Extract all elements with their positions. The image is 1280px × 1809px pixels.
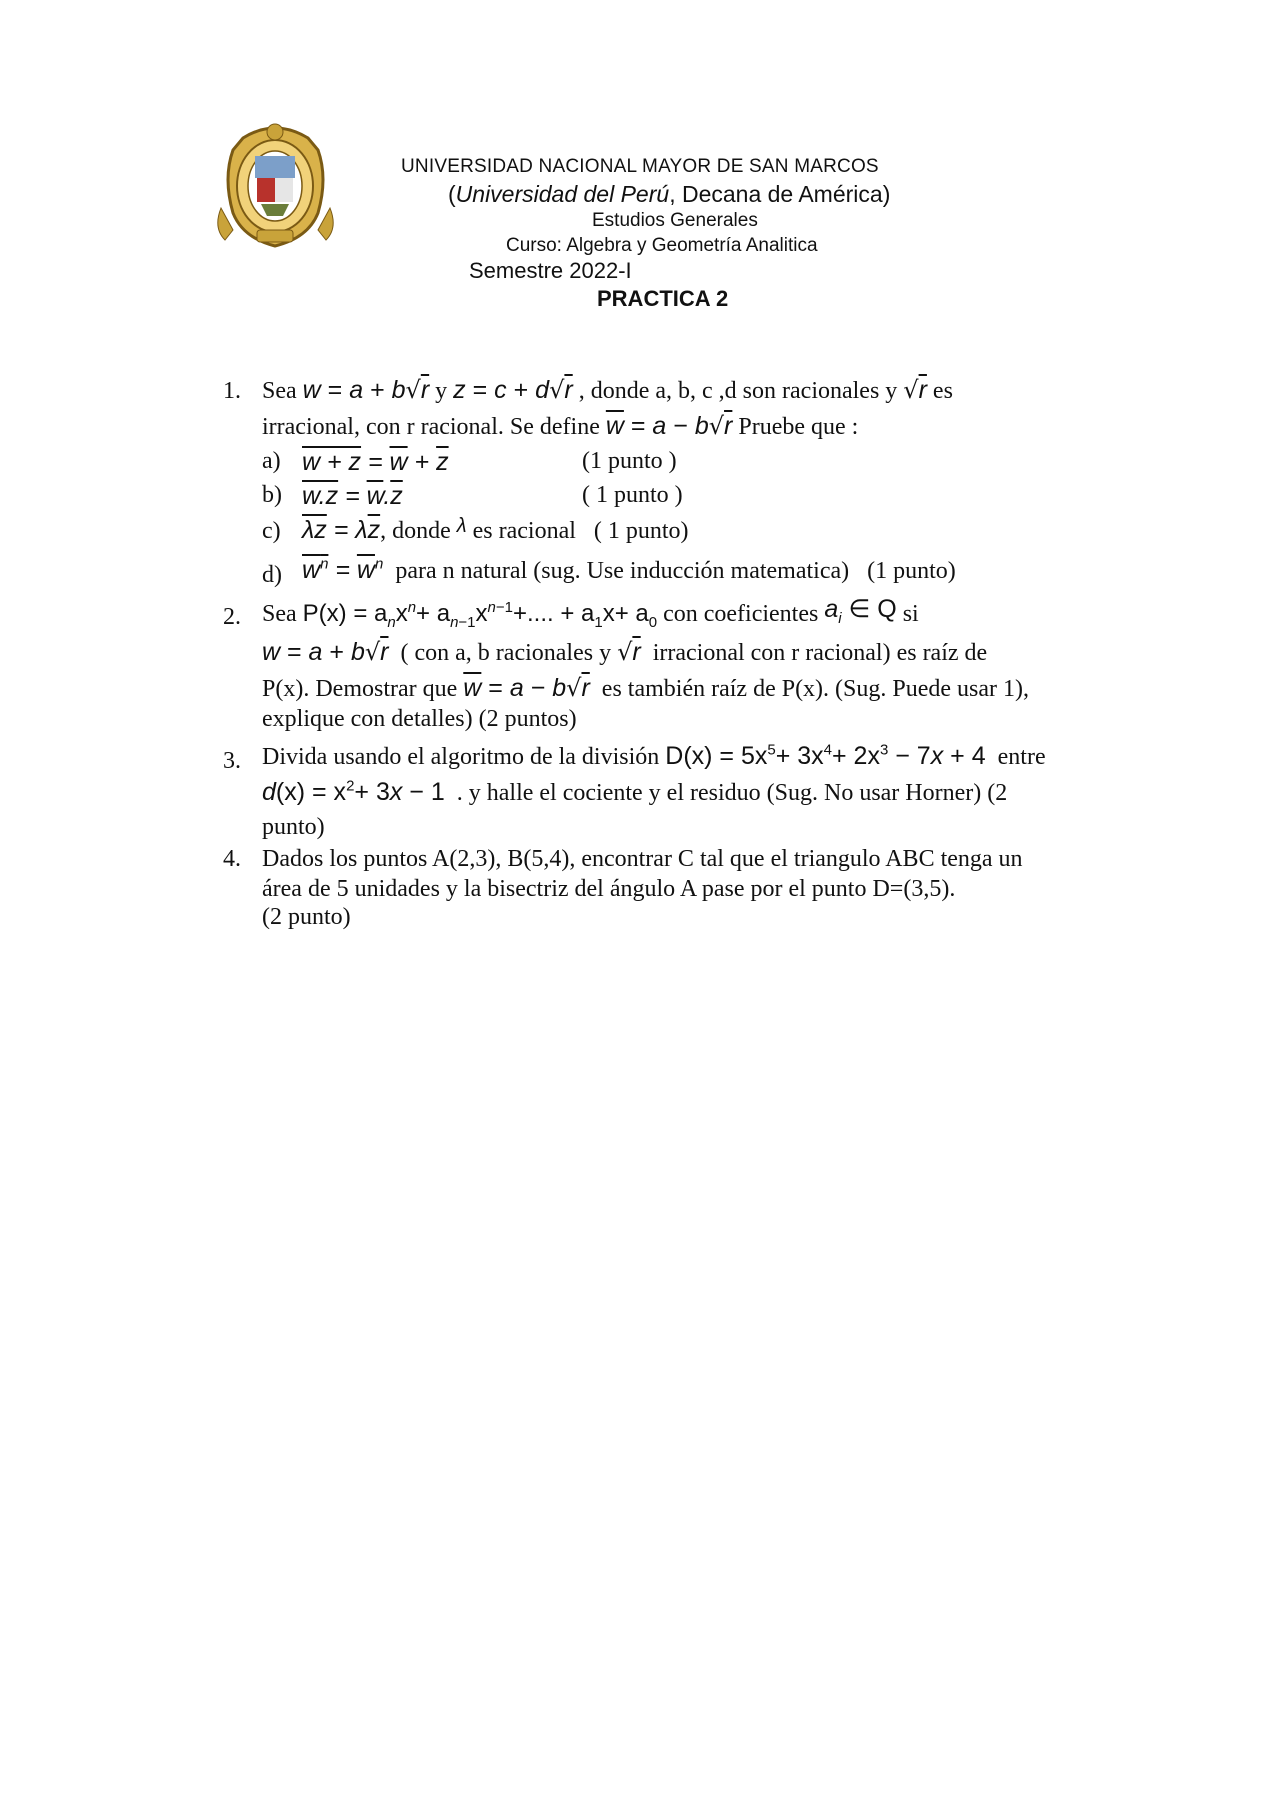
item-label: c) [262, 518, 281, 544]
question-line: w = a + b√r ( con a, b racionales y √r irracional con r racional) es raíz de [262, 638, 988, 666]
question-number: 4. [223, 846, 241, 872]
question-number: 2. [223, 604, 241, 630]
question-number: 3. [223, 748, 241, 774]
question-line: área de 5 unidades y la bisectriz del ángulo A pase por el punto D=(3,5). [262, 876, 956, 902]
university-crest-icon [213, 118, 338, 253]
semester-label: Semestre 2022-I [469, 258, 632, 283]
item-label: d) [262, 562, 282, 588]
university-name: UNIVERSIDAD NACIONAL MAYOR DE SAN MARCOS [401, 156, 879, 177]
studies-label: Estudios Generales [592, 210, 758, 231]
subtitle-italic: Universidad del Perú [455, 181, 670, 207]
item-points: ( 1 punto ) [582, 482, 683, 508]
subtitle-open: ( [448, 181, 456, 207]
question-line: (2 punto) [262, 904, 351, 930]
item-points: (1 punto ) [582, 448, 677, 474]
question-number: 1. [223, 378, 241, 404]
question-line: $w^n = \overline{w}^n$ para n natural (sug. Use inducción matematica) (1 punto) [302, 555, 956, 584]
question-line: Sea $P(x) = a_nx^n+ a_{n-1}x^{n-1}+$.... + $a_1x+ a_0$ con coeficientes $a_i$ ∈ Q si [262, 595, 919, 631]
page-title: PRACTICA 2 [597, 286, 729, 311]
item-label: a) [262, 448, 281, 474]
question-line: Sea w = a + b√r y z = c + d√r , donde a, b, c ,d son racionales y √r es [262, 376, 953, 404]
question-line: Divida usando el algoritmo de la división $D(x) = 5x^5+ 3x^4+ 2x^3 - 7x + 4$ entre [262, 741, 1046, 770]
question-line: irracional, con r racional. Se define $\overline{w} = a - b√r$ Pruebe que : [262, 412, 859, 440]
question-line: punto) [262, 814, 325, 840]
university-subtitle [448, 181, 890, 208]
item-label: b) [262, 482, 282, 508]
question-line: $\overline{\lambda z} = \lambda\overline{z}$, donde $^\lambda$ es racional ( 1 punto) [302, 515, 689, 544]
math-expression: $w + z = \overline{w} + \overline{z}$ [302, 448, 449, 476]
question-line: P(x). Demostrar que $\overline{w} = a - b√r$ es también raíz de P(x). (Sug. Puede usar 1), [262, 674, 1030, 702]
course-label: Curso: Algebra y Geometría Analitica [506, 235, 818, 256]
subtitle-rest: , Decana de América) [669, 181, 891, 207]
question-line: explique con detalles) (2 puntos) [262, 706, 577, 732]
math-expression: $w.z = \overline{w}.\overline{z}$ [302, 482, 403, 510]
question-line: Dados los puntos A(2,3), B(5,4), encontrar C tal que el triangulo ABC tenga un [262, 846, 1023, 872]
question-line: $d(x) = x^2+ 3x - 1$ . y halle el cociente y el residuo (Sug. No usar Horner) (2 [262, 777, 1008, 806]
